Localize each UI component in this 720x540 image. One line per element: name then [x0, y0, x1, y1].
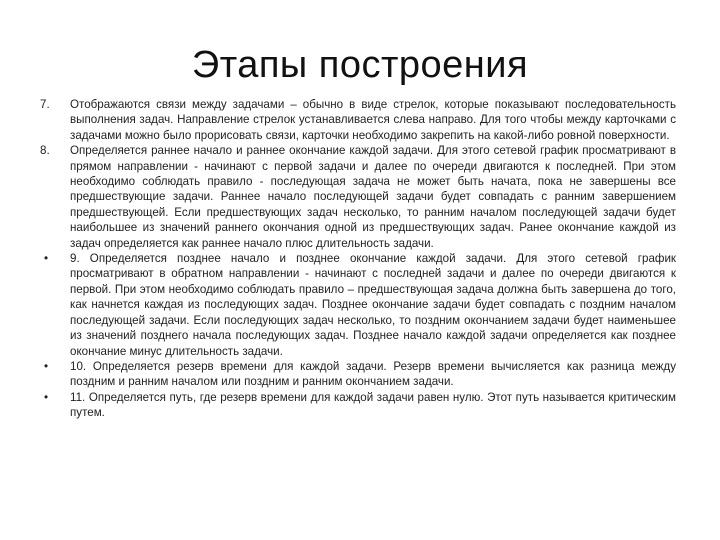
list-item-8 [40, 143, 676, 251]
list-item-7 [40, 97, 676, 143]
list-item-text: 10. Определяется резерв времени для каждой задачи. Резерв времени вычисляется как разница между поздним и ранним началом или поздним и ранним окончанием задачи. [70, 359, 676, 389]
bullet-marker: • [44, 252, 49, 266]
list-item-9 [40, 251, 676, 359]
list-item-11 [40, 390, 676, 421]
list-item-text: 11. Определяется путь, где резерв времени для каждой задачи равен нулю. Этот путь называется критическим путем. [70, 390, 676, 420]
bullet-marker: • [44, 359, 49, 373]
list-marker: 7. [40, 98, 50, 111]
list-item-text: 9. Определяется позднее начало и позднее окончание каждой задачи. Для этого сетевой график просматривают в обратном направлении - начинают с последней задачи и далее по очереди двигаются к первой. При этом необходимо соблюдать правило – предшествующая задача должна быть завершена до того, как начнется каждая из последующих задач. Позднее окончание задачи будет совпадать с поздним началом последующей задачи. Если последующих задач несколько, то поздним окончанием задачи будет наименьшее из значений позднего начала последующих задач. Позднее начало каждой задачи определяется как позднее окончание минус длительность задачи. [70, 252, 676, 358]
list-item-text: Отображаются связи между задачами – обычно в виде стрелок, которые показывают последовательность выполнения задач. Направление стрелок устанавливается слева направо. Для того чтобы между карточками с задачами можно было прорисовать связи, карточки необходимо закрепить на какой-либо ровной поверхности. [70, 98, 676, 142]
bullet-marker: • [44, 390, 49, 404]
list-item-text: Определяется раннее начало и раннее окончание каждой задачи. Для этого сетевой график просматривают в прямом направлении - начинают с первой задачи и далее по очереди двигаются к последней. При этом необходимо соблюдать правило - последующая задача не может быть начата, пока не завершены все предшествующие задачи. Раннее начало последующей задачи будет совпадать с ранним завершением предшествующей. Если предшествующих задач несколько, то ранним началом последующей задачи будет наибольшее из значений раннего окончания одной из предшествующих задач. Ранее окончание каждой из задач определяется как раннее начало плюс длительность задачи. [70, 144, 676, 250]
list-marker: 8. [40, 144, 50, 158]
slide-content [40, 97, 676, 421]
slide-title: Этапы построения [191, 44, 529, 86]
list-item-10 [40, 359, 676, 390]
